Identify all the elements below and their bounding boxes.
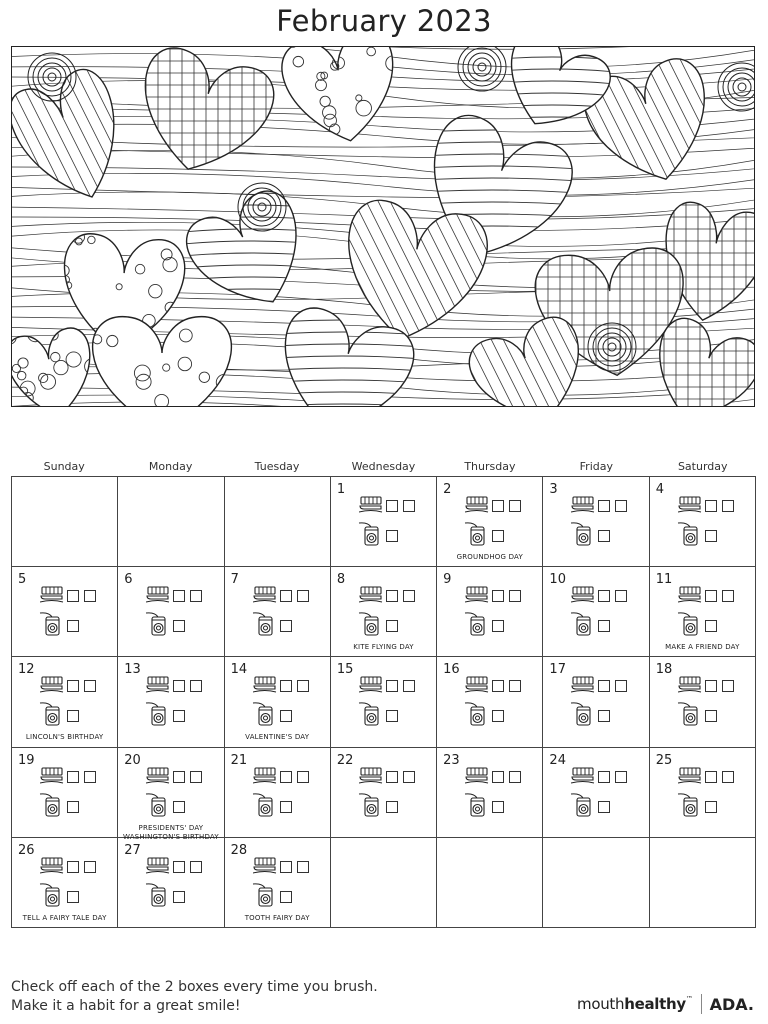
toothbrush-icon — [678, 586, 702, 610]
event-line: TOOTH FAIRY DAY — [244, 913, 310, 922]
day-number: 5 — [18, 572, 27, 588]
day-cell — [225, 657, 331, 747]
day-cell — [12, 657, 118, 747]
brush-check-box-1[interactable] — [705, 680, 717, 692]
day-cell — [118, 748, 224, 841]
floss-check-box[interactable] — [386, 620, 398, 632]
brush-check-box-2[interactable] — [615, 680, 627, 692]
brush-check-box-1[interactable] — [492, 771, 504, 783]
floss-icon — [358, 521, 384, 551]
event-label — [650, 643, 755, 652]
day-cell — [437, 748, 543, 838]
day-cell — [543, 567, 649, 657]
weekday-label: Friday — [579, 460, 613, 473]
coloring-artwork-hearts — [11, 46, 755, 407]
floss-check-box[interactable] — [67, 710, 79, 722]
instruction-line: Make it a habit for a great smile! — [11, 998, 241, 1014]
brush-check-box-2[interactable] — [84, 771, 96, 783]
day-number: 6 — [124, 572, 133, 588]
brush-check-box-1[interactable] — [280, 680, 292, 692]
brush-check-box-1[interactable] — [67, 680, 79, 692]
floss-check-box[interactable] — [598, 710, 610, 722]
day-number: 3 — [549, 482, 558, 497]
day-number: 27 — [124, 842, 141, 858]
floss-check-box[interactable] — [173, 710, 185, 722]
floss-icon — [677, 521, 703, 551]
brush-check-box-1[interactable] — [386, 771, 398, 783]
mouthhealthy-logo: mouthhealthy™ — [577, 995, 693, 1013]
day-number: 7 — [230, 572, 239, 588]
day-cell — [331, 477, 437, 567]
brand-logos — [577, 994, 754, 1014]
toothbrush-icon — [359, 767, 383, 791]
brush-check-box-2[interactable] — [297, 590, 309, 602]
day-number: 9 — [443, 572, 452, 588]
brush-check-box-1[interactable] — [67, 590, 79, 602]
brush-check-box-1[interactable] — [280, 771, 292, 783]
day-number: 24 — [549, 752, 566, 768]
floss-icon — [464, 521, 490, 551]
brush-check-box-1[interactable] — [67, 861, 79, 873]
toothbrush-icon — [253, 857, 277, 881]
toothbrush-icon — [146, 857, 170, 881]
floss-check-box[interactable] — [280, 891, 292, 903]
day-number: 19 — [18, 752, 35, 768]
event-line: PRESIDENTS' DAY — [138, 823, 204, 832]
floss-icon — [252, 611, 278, 641]
day-number: 14 — [230, 662, 248, 678]
day-cell — [12, 838, 118, 928]
brush-check-box-2[interactable] — [190, 590, 202, 602]
brush-check-box-1[interactable] — [705, 500, 717, 512]
toothbrush-icon — [253, 586, 277, 610]
floss-check-box[interactable] — [280, 620, 292, 632]
event-label — [225, 914, 330, 923]
brush-check-box-2[interactable] — [403, 771, 415, 783]
brush-check-box-1[interactable] — [67, 771, 79, 783]
floss-icon — [570, 611, 596, 641]
brush-check-box-2[interactable] — [509, 590, 521, 602]
brush-check-box-2[interactable] — [615, 771, 627, 783]
brush-check-box-2[interactable] — [84, 680, 96, 692]
toothbrush-icon — [359, 496, 383, 520]
day-cell — [650, 477, 756, 567]
day-number: 12 — [18, 662, 35, 678]
floss-icon — [39, 701, 65, 731]
brush-check-box-2[interactable] — [403, 500, 415, 512]
brush-check-box-1[interactable] — [173, 680, 185, 692]
toothbrush-icon — [571, 676, 595, 700]
day-cell — [12, 567, 118, 657]
toothbrush-icon — [465, 496, 489, 520]
day-number: 2 — [443, 482, 452, 497]
calendar-title: February 2023 — [276, 4, 492, 38]
floss-check-box[interactable] — [386, 801, 398, 813]
floss-icon — [677, 701, 703, 731]
brush-check-box-1[interactable] — [598, 590, 610, 602]
brush-check-box-1[interactable] — [598, 680, 610, 692]
event-line: VALENTINE'S DAY — [245, 733, 310, 742]
toothbrush-icon — [146, 676, 170, 700]
floss-check-box[interactable] — [492, 801, 504, 813]
day-number: 23 — [443, 752, 460, 768]
brush-check-box-1[interactable] — [386, 590, 398, 602]
day-cell — [118, 838, 224, 928]
day-cell — [650, 567, 756, 657]
logo-divider — [701, 994, 702, 1014]
day-cell — [650, 657, 756, 747]
event-label — [437, 553, 542, 562]
floss-check-box[interactable] — [280, 710, 292, 722]
brush-check-box-1[interactable] — [386, 500, 398, 512]
day-cell — [118, 657, 224, 747]
brush-check-box-2[interactable] — [403, 590, 415, 602]
brush-check-box-1[interactable] — [705, 590, 717, 602]
day-number: 22 — [336, 752, 354, 768]
toothbrush-icon — [253, 767, 277, 791]
empty-day-cell — [437, 838, 543, 928]
brush-check-box-1[interactable] — [705, 771, 717, 783]
floss-check-box[interactable] — [67, 891, 79, 903]
brush-check-box-2[interactable] — [190, 771, 202, 783]
floss-check-box[interactable] — [173, 620, 185, 632]
day-number: 11 — [655, 572, 673, 588]
day-number: 13 — [124, 662, 141, 678]
day-cell — [331, 748, 437, 838]
event-line: GROUNDHOG DAY — [456, 553, 523, 561]
toothbrush-icon — [465, 676, 489, 700]
floss-icon — [358, 701, 384, 731]
toothbrush-icon — [40, 676, 64, 700]
toothbrush-icon — [678, 496, 702, 520]
floss-icon — [358, 792, 384, 822]
floss-icon — [464, 792, 490, 822]
day-number: 4 — [655, 482, 664, 497]
day-number: 1 — [336, 482, 346, 497]
brush-check-box-1[interactable] — [492, 500, 504, 512]
floss-icon — [145, 882, 171, 912]
toothbrush-icon — [678, 676, 702, 700]
floss-icon — [145, 792, 171, 822]
day-cell — [650, 748, 756, 838]
toothbrush-icon — [678, 767, 702, 791]
toothbrush-icon — [40, 767, 64, 791]
floss-check-box[interactable] — [598, 620, 610, 632]
event-line: MAKE A FRIEND DAY — [665, 643, 740, 652]
brush-check-box-1[interactable] — [173, 590, 185, 602]
weekday-header — [11, 460, 756, 476]
brush-check-box-1[interactable] — [173, 771, 185, 783]
toothbrush-icon — [571, 586, 595, 610]
day-number: 26 — [18, 842, 35, 858]
floss-icon — [39, 882, 65, 912]
day-cell — [437, 567, 543, 657]
event-line: LINCOLN'S BIRTHDAY — [25, 733, 104, 742]
floss-icon — [464, 701, 490, 731]
floss-icon — [464, 611, 490, 641]
floss-check-box[interactable] — [386, 530, 398, 542]
day-number: 15 — [336, 662, 354, 678]
day-cell — [12, 748, 118, 838]
empty-day-cell — [12, 477, 118, 567]
empty-day-cell — [118, 477, 224, 567]
empty-day-cell — [650, 838, 756, 928]
floss-icon — [677, 611, 703, 641]
day-number: 18 — [655, 662, 673, 678]
floss-check-box[interactable] — [173, 891, 185, 903]
calendar-grid — [11, 476, 756, 928]
day-cell — [543, 748, 649, 838]
weekday-label: Tuesday — [254, 460, 300, 473]
floss-icon — [570, 701, 596, 731]
day-cell — [543, 657, 649, 747]
event-label — [12, 733, 117, 742]
floss-check-box[interactable] — [386, 710, 398, 722]
brush-check-box-2[interactable] — [615, 590, 627, 602]
toothbrush-icon — [359, 586, 383, 610]
brush-check-box-2[interactable] — [509, 680, 521, 692]
brush-check-box-2[interactable] — [722, 680, 734, 692]
toothbrush-icon — [359, 676, 383, 700]
day-number: 25 — [655, 752, 673, 768]
brush-check-box-1[interactable] — [598, 500, 610, 512]
toothbrush-icon — [571, 767, 595, 791]
floss-icon — [145, 611, 171, 641]
brush-check-box-1[interactable] — [173, 861, 185, 873]
toothbrush-icon — [253, 676, 277, 700]
weekday-label: Thursday — [464, 460, 516, 473]
floss-icon — [252, 701, 278, 731]
brush-check-box-2[interactable] — [190, 680, 202, 692]
day-number: 28 — [230, 842, 248, 858]
day-cell — [543, 477, 649, 567]
event-line: TELL A FAIRY TALE DAY — [22, 913, 107, 922]
floss-check-box[interactable] — [280, 801, 292, 813]
brush-check-box-1[interactable] — [386, 680, 398, 692]
toothbrush-icon — [465, 767, 489, 791]
floss-icon — [39, 792, 65, 822]
brush-check-box-1[interactable] — [598, 771, 610, 783]
toothbrush-icon — [146, 586, 170, 610]
day-cell — [118, 567, 224, 657]
brush-check-box-1[interactable] — [492, 590, 504, 602]
day-number: 17 — [549, 662, 566, 678]
day-number: 20 — [124, 752, 141, 768]
brush-check-box-1[interactable] — [280, 861, 292, 873]
brush-check-box-2[interactable] — [84, 590, 96, 602]
day-number: 8 — [336, 572, 346, 588]
day-number: 21 — [230, 752, 248, 768]
toothbrush-icon — [465, 586, 489, 610]
floss-check-box[interactable] — [67, 801, 79, 813]
weekday-label: Saturday — [677, 460, 728, 473]
floss-icon — [252, 882, 278, 912]
day-cell — [225, 838, 331, 928]
brush-check-box-2[interactable] — [722, 771, 734, 783]
event-label — [12, 914, 117, 923]
floss-check-box[interactable] — [598, 801, 610, 813]
toothbrush-icon — [571, 496, 595, 520]
instructions — [11, 978, 378, 1016]
empty-day-cell — [225, 477, 331, 567]
floss-check-box[interactable] — [67, 620, 79, 632]
floss-icon — [677, 792, 703, 822]
floss-check-box[interactable] — [705, 801, 717, 813]
toothbrush-icon — [40, 857, 64, 881]
brush-check-box-2[interactable] — [297, 861, 309, 873]
brush-check-box-1[interactable] — [280, 590, 292, 602]
day-cell — [225, 567, 331, 657]
brush-check-box-2[interactable] — [722, 500, 734, 512]
brush-check-box-2[interactable] — [403, 680, 415, 692]
floss-icon — [358, 611, 384, 641]
day-cell — [437, 477, 543, 567]
brush-check-box-1[interactable] — [492, 680, 504, 692]
floss-icon — [570, 521, 596, 551]
day-cell — [437, 657, 543, 747]
day-cell — [331, 567, 437, 657]
empty-day-cell — [543, 838, 649, 928]
day-cell — [331, 657, 437, 747]
ada-logo: ADA. — [709, 994, 754, 1014]
brush-check-box-2[interactable] — [84, 861, 96, 873]
brush-check-box-2[interactable] — [509, 500, 521, 512]
brush-check-box-2[interactable] — [722, 590, 734, 602]
brush-check-box-2[interactable] — [615, 500, 627, 512]
day-number: 16 — [443, 662, 460, 678]
floss-check-box[interactable] — [705, 530, 717, 542]
floss-check-box[interactable] — [173, 801, 185, 813]
brush-check-box-2[interactable] — [190, 861, 202, 873]
weekday-label: Wednesday — [351, 460, 416, 473]
floss-check-box[interactable] — [598, 530, 610, 542]
floss-icon — [252, 792, 278, 822]
floss-check-box[interactable] — [492, 710, 504, 722]
floss-check-box[interactable] — [705, 620, 717, 632]
brush-check-box-2[interactable] — [297, 771, 309, 783]
instruction-line: Check off each of the 2 boxes every time you brush. — [11, 979, 378, 995]
floss-check-box[interactable] — [492, 620, 504, 632]
floss-icon — [39, 611, 65, 641]
event-line: WASHINGTON'S BIRTHDAY — [122, 832, 219, 841]
floss-check-box[interactable] — [705, 710, 717, 722]
event-label — [225, 733, 330, 742]
floss-icon — [145, 701, 171, 731]
weekday-label: Sunday — [43, 460, 85, 473]
day-cell — [225, 748, 331, 838]
event-line: KITE FLYING DAY — [353, 643, 414, 652]
empty-day-cell — [331, 838, 437, 928]
day-number: 10 — [549, 572, 566, 588]
brush-check-box-2[interactable] — [509, 771, 521, 783]
hearts-doodle-illustration — [12, 47, 755, 407]
floss-icon — [570, 792, 596, 822]
brush-check-box-2[interactable] — [297, 680, 309, 692]
toothbrush-icon — [40, 586, 64, 610]
toothbrush-icon — [146, 767, 170, 791]
floss-check-box[interactable] — [492, 530, 504, 542]
weekday-label: Monday — [148, 460, 193, 473]
event-label — [331, 643, 436, 652]
